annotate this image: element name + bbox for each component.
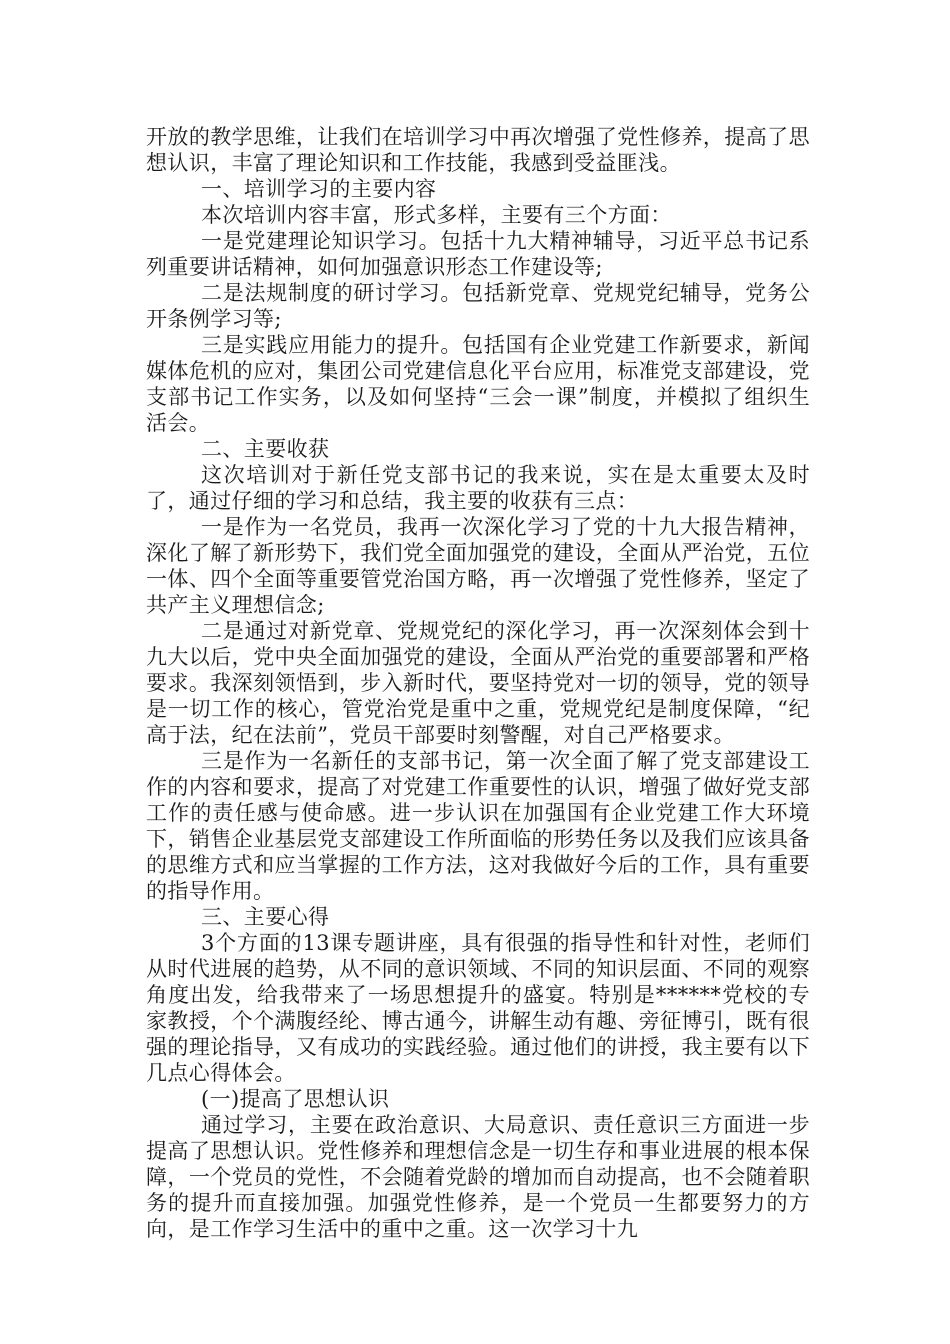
paragraph: 二是通过对新党章、党规党纪的深化学习，再一次深刻体会到十九大以后，党中央全面加强党的建设，全面从严治党的重要部署和严格要求。我深刻领悟到，步入新时代，要坚持党对一切的领导，党的领导是一切工作的核心，管党治党是重中之重，党规党纪是制度保障，“纪高于法，纪在法前”，党员干部要时刻警醒，对自己严格要求。 bbox=[146, 619, 810, 747]
section-heading: 三、主要心得 bbox=[201, 905, 330, 929]
subsection-heading: (一)提高了思想认识 bbox=[201, 1087, 390, 1111]
paragraph: 3个方面的13课专题讲座，具有很强的指导性和针对性，老师们从时代进展的趋势，从不同的意识领域、不同的知识层面、不同的观察角度出发，给我带来了一场思想提升的盛宴。特别是******党校的专家教授，个个满腹经纶、博古通今，讲解生动有趣、旁征博引，既有很强的理论指导，又有成功的实践经验。通过他们的讲授，我主要有以下几点心得体会。 bbox=[146, 931, 810, 1085]
document-body bbox=[146, 124, 810, 1242]
paragraph: 一是党建理论知识学习。包括十九大精神辅导，习近平总书记系列重要讲话精神，如何加强意识形态工作建设等; bbox=[146, 229, 810, 279]
paragraph: 通过学习，主要在政治意识、大局意识、责任意识三方面进一步提高了思想认识。党性修养和理想信念是一切生存和事业进展的根本保障，一个党员的党性，不会随着党龄的增加而自动提高，也不会随着职务的提升而直接加强。加强党性修养，是一个党员一生都要努力的方向，是工作学习生活中的重中之重。这一次学习十九 bbox=[146, 1113, 810, 1241]
paragraph: 三是实践应用能力的提升。包括国有企业党建工作新要求，新闻媒体危机的应对，集团公司党建信息化平台应用，标准党支部建设，党支部书记工作实务，以及如何坚持“三会一课”制度，并模拟了组织生活会。 bbox=[146, 333, 810, 435]
section-heading: 一、培训学习的主要内容 bbox=[201, 177, 437, 201]
paragraph: 二是法规制度的研讨学习。包括新党章、党规党纪辅导，党务公开条例学习等; bbox=[146, 281, 810, 331]
paragraph: 开放的教学思维，让我们在培训学习中再次增强了党性修养，提高了思想认识，丰富了理论知识和工作技能，我感到受益匪浅。 bbox=[146, 125, 810, 175]
paragraph: 一是作为一名党员，我再一次深化学习了党的十九大报告精神，深化了解了新形势下，我们党全面加强党的建设，全面从严治党，五位一体、四个全面等重要管党治国方略，再一次增强了党性修养，坚定了共产主义理想信念; bbox=[146, 515, 810, 617]
paragraph: 这次培训对于新任党支部书记的我来说，实在是太重要太及时了，通过仔细的学习和总结，我主要的收获有三点： bbox=[146, 463, 810, 513]
paragraph: 本次培训内容丰富，形式多样，主要有三个方面： bbox=[201, 203, 672, 227]
section-heading: 二、主要收获 bbox=[201, 437, 330, 461]
paragraph: 三是作为一名新任的支部书记，第一次全面了解了党支部建设工作的内容和要求，提高了对党建工作重要性的认识，增强了做好党支部工作的责任感与使命感。进一步认识在加强国有企业党建工作大环境下，销售企业基层党支部建设工作所面临的形势任务以及我们应该具备的思维方式和应当掌握的工作方法，这对我做好今后的工作，具有重要的指导作用。 bbox=[146, 749, 810, 903]
